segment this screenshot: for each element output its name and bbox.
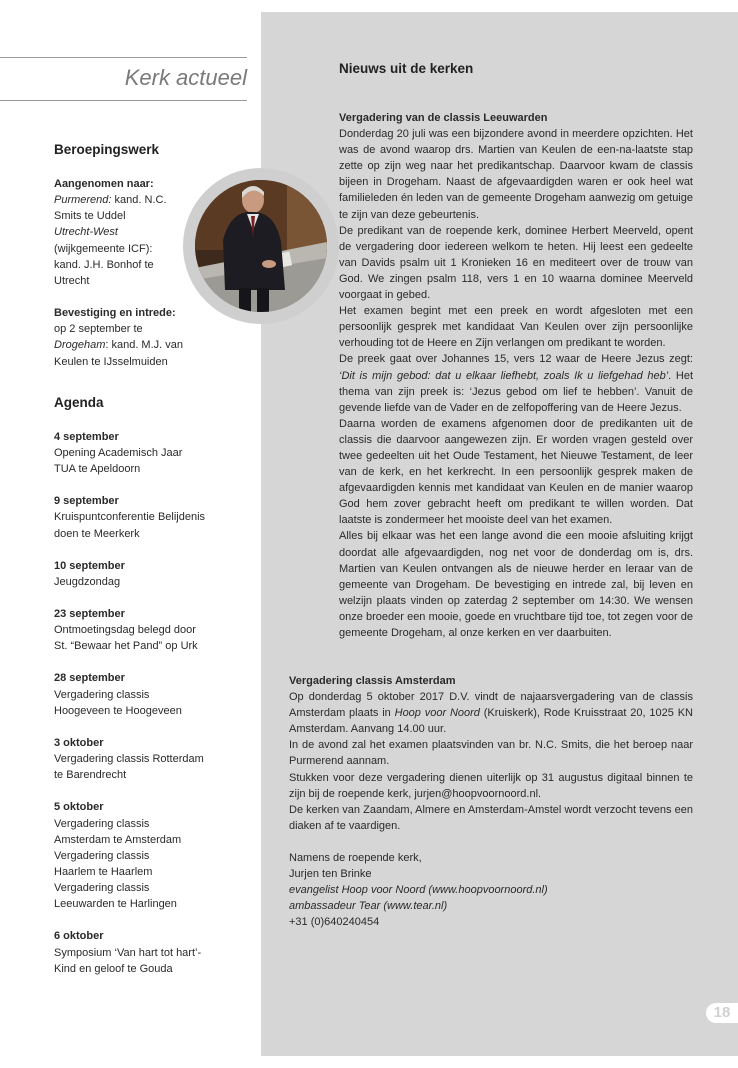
beroepingswerk-title: Beroepingswerk bbox=[54, 142, 160, 157]
news-title: Nieuws uit de kerken bbox=[339, 61, 474, 76]
agenda-item bbox=[54, 928, 204, 976]
candidate-photo bbox=[195, 180, 327, 312]
agenda-date: 10 september bbox=[54, 559, 125, 572]
agenda-description: doen te Meerkerk bbox=[54, 527, 140, 540]
agenda-item bbox=[54, 735, 204, 783]
article-classis-amsterdam bbox=[289, 673, 693, 930]
agenda-description: Vergadering classis bbox=[54, 688, 150, 701]
agenda-item bbox=[54, 493, 204, 541]
aangenomen-line: (wijkgemeente ICF): bbox=[54, 242, 153, 255]
signature-line: +31 (0)640240454 bbox=[289, 916, 380, 929]
agenda-item bbox=[54, 606, 204, 654]
agenda-description: te Barendrecht bbox=[54, 769, 127, 782]
section-header bbox=[0, 57, 247, 101]
agenda-date: 28 september bbox=[54, 672, 125, 685]
article-paragraph: Alles bij elkaar was het een lange avond die een mooie afsluiting krijgt doordat alle afgevaardigden, nog net voor de donderdag om is, drs. Martien van Keulen ontvangen als de nieuwe herder en leraar van de gemeente van Drogeham. De bevestiging en intrede zal, bij leven en welzijn plaats vinden op zaterdag 2 september om 14:30. We wensen onze broeder een mooie, goede en vruchtbare tijd toe, tot zegen voor de gemeente Drogeham, al onze kerken en ver daarbuiten. bbox=[339, 530, 693, 639]
agenda-description: Leeuwarden te Harlingen bbox=[54, 898, 177, 911]
signature-line: Namens de roepende kerk, bbox=[289, 851, 422, 864]
agenda-date: 23 september bbox=[54, 607, 125, 620]
aangenomen-label: Aangenomen naar: bbox=[54, 178, 154, 190]
agenda-description: Opening Academisch Jaar bbox=[54, 446, 183, 459]
agenda-description: Symposium ‘Van hart tot hart’- bbox=[54, 946, 202, 959]
agenda-description: Vergadering classis bbox=[54, 817, 150, 830]
aangenomen-line: Utrecht bbox=[54, 274, 90, 287]
agenda-description: Jeugdzondag bbox=[54, 575, 121, 588]
agenda-date: 3 oktober bbox=[54, 736, 104, 749]
article-paragraph: De predikant van de roepende kerk, dominee Herbert Meerveld, opent de vergadering door iedereen welkom te heten. Hij leest een gedeelte van Davids psalm uit 1 Kronieken 16 en mediteert over de trouw van God. We zingen psalm 118, vers 1 en 10 waarna dominee Meerveld voorgaat in gebed. bbox=[339, 224, 693, 302]
article-heading: Vergadering van de classis Leeuwarden bbox=[339, 112, 548, 124]
article-paragraph: Daarna worden de examens afgenomen door de predikanten uit de classis die daarvoor aangewezen zijn. Er worden vragen gesteld over twee gedeelten uit het Oude Testament, het Nieuwe Testament, de leer van de kerk, en het kerkrecht. In een persoonlijk gesprek maken de afgevaardigden kennis met kandidaat van Keulen en de manier waarop God hem zover gebracht heeft om predikant te willen worden. Dat laatste is zondermeer het mooiste deel van het examen. bbox=[339, 417, 693, 527]
article-heading: Vergadering classis Amsterdam bbox=[289, 675, 456, 687]
agenda-item bbox=[54, 558, 204, 590]
article-paragraph: In de avond zal het examen plaatsvinden van br. N.C. Smits, die het beroep naar Purmerend aannam. bbox=[289, 739, 693, 768]
signature-line: Jurjen ten Brinke bbox=[289, 868, 372, 881]
agenda-list bbox=[54, 429, 204, 977]
article-paragraph: Het examen begint met een preek en wordt afgesloten met een persoonlijk gesprek met kandidaat Van Keulen over zijn persoonlijke verhouding tot de Heere en Zijn verlangen om predikant te worden. bbox=[339, 305, 693, 350]
bevestiging-line: op 2 september te bbox=[54, 323, 143, 336]
agenda-date: 9 september bbox=[54, 495, 119, 508]
agenda-item bbox=[54, 670, 204, 718]
article-paragraph: Donderdag 20 juli was een bijzondere avond in meerdere opzichten. Het was de avond waarop drs. Martien van Keulen de een-na-laatste stap zette op zijn weg naar het predikantschap. Daarvoor kwam de classis bijeen in Drogeham. Naast de afgevaardigden waren er ook heel wat familieleden én leden van de gemeente Drogeham aanwezig om getuige te zijn van deze gebeurtenis. bbox=[339, 128, 693, 221]
sidebar bbox=[54, 141, 204, 977]
agenda-description: Kind en geloof te Gouda bbox=[54, 962, 173, 975]
agenda-description: Vergadering classis bbox=[54, 849, 150, 862]
agenda-description: Vergadering classis Rotterdam bbox=[54, 753, 204, 766]
page-number: 18 bbox=[706, 1003, 738, 1023]
agenda-description: Amsterdam te Amsterdam bbox=[54, 833, 182, 846]
aangenomen-line: kand. J.H. Bonhof te bbox=[54, 258, 154, 271]
bevestiging-line: Keulen te IJsselmuiden bbox=[54, 355, 168, 368]
article-paragraph: De kerken van Zaandam, Almere en Amsterdam-Amstel wordt verzocht tevens een diaken af te vaardigen. bbox=[289, 803, 693, 832]
article-paragraph: Stukken voor deze vergadering dienen uiterlijk op 31 augustus digitaal binnen te zijn bij de roepende kerk, jurjen@hoopvoornoord.nl. bbox=[289, 771, 693, 800]
agenda-description: Kruispuntconferentie Belijdenis bbox=[54, 511, 206, 524]
agenda-item bbox=[54, 429, 204, 477]
agenda-description: TUA te Apeldoorn bbox=[54, 463, 141, 476]
signature-line: evangelist Hoop voor Noord (www.hoopvoornoord.nl) bbox=[289, 884, 548, 897]
agenda-date: 4 september bbox=[54, 430, 119, 443]
agenda-description: St. “Bewaar het Pand” op Urk bbox=[54, 640, 198, 653]
agenda-description: Hoogeveen te Hoogeveen bbox=[54, 704, 182, 717]
agenda-date: 6 oktober bbox=[54, 930, 104, 943]
aangenomen-line: Smits te Uddel bbox=[54, 210, 126, 223]
agenda-date: 5 oktober bbox=[54, 801, 104, 814]
article-classis-leeuwarden bbox=[339, 110, 693, 641]
agenda-title: Agenda bbox=[54, 394, 104, 410]
aangenomen-line: Utrecht-West bbox=[54, 226, 118, 239]
bevestiging-label: Bevestiging en intrede: bbox=[54, 307, 176, 320]
bevestiging-line: Drogeham: kand. M.J. van bbox=[54, 339, 184, 352]
aangenomen-line: Purmerend: kand. N.C. bbox=[54, 194, 167, 207]
agenda-description: Vergadering classis bbox=[54, 882, 150, 895]
signature-line: ambassadeur Tear (www.tear.nl) bbox=[289, 900, 448, 913]
article-paragraph: Op donderdag 5 oktober 2017 D.V. vindt de najaarsvergadering van de classis Amsterdam plaats in Hoop voor Noord (Kruiskerk), Rode Kruisstraat 20, 1025 KN Amsterdam. Aanvang 14.00 uur. bbox=[289, 691, 693, 736]
agenda-item bbox=[54, 799, 204, 912]
section-title: Kerk actueel bbox=[124, 65, 247, 90]
agenda-description: Haarlem te Haarlem bbox=[54, 866, 153, 878]
agenda-description: Ontmoetingsdag belegd door bbox=[54, 624, 196, 637]
article-paragraph: De preek gaat over Johannes 15, vers 12 waar de Heere Jezus zegt: ‘Dit is mijn gebod: dat u elkaar liefhebt, zoals Ik u liefgehad heb’. Het thema van zijn preek is: ‘Jezus gebod om lief te hebben’. Vanuit de gevende liefde van de Vader en de zelfopoffering van de Heere Jezus. bbox=[339, 353, 693, 414]
